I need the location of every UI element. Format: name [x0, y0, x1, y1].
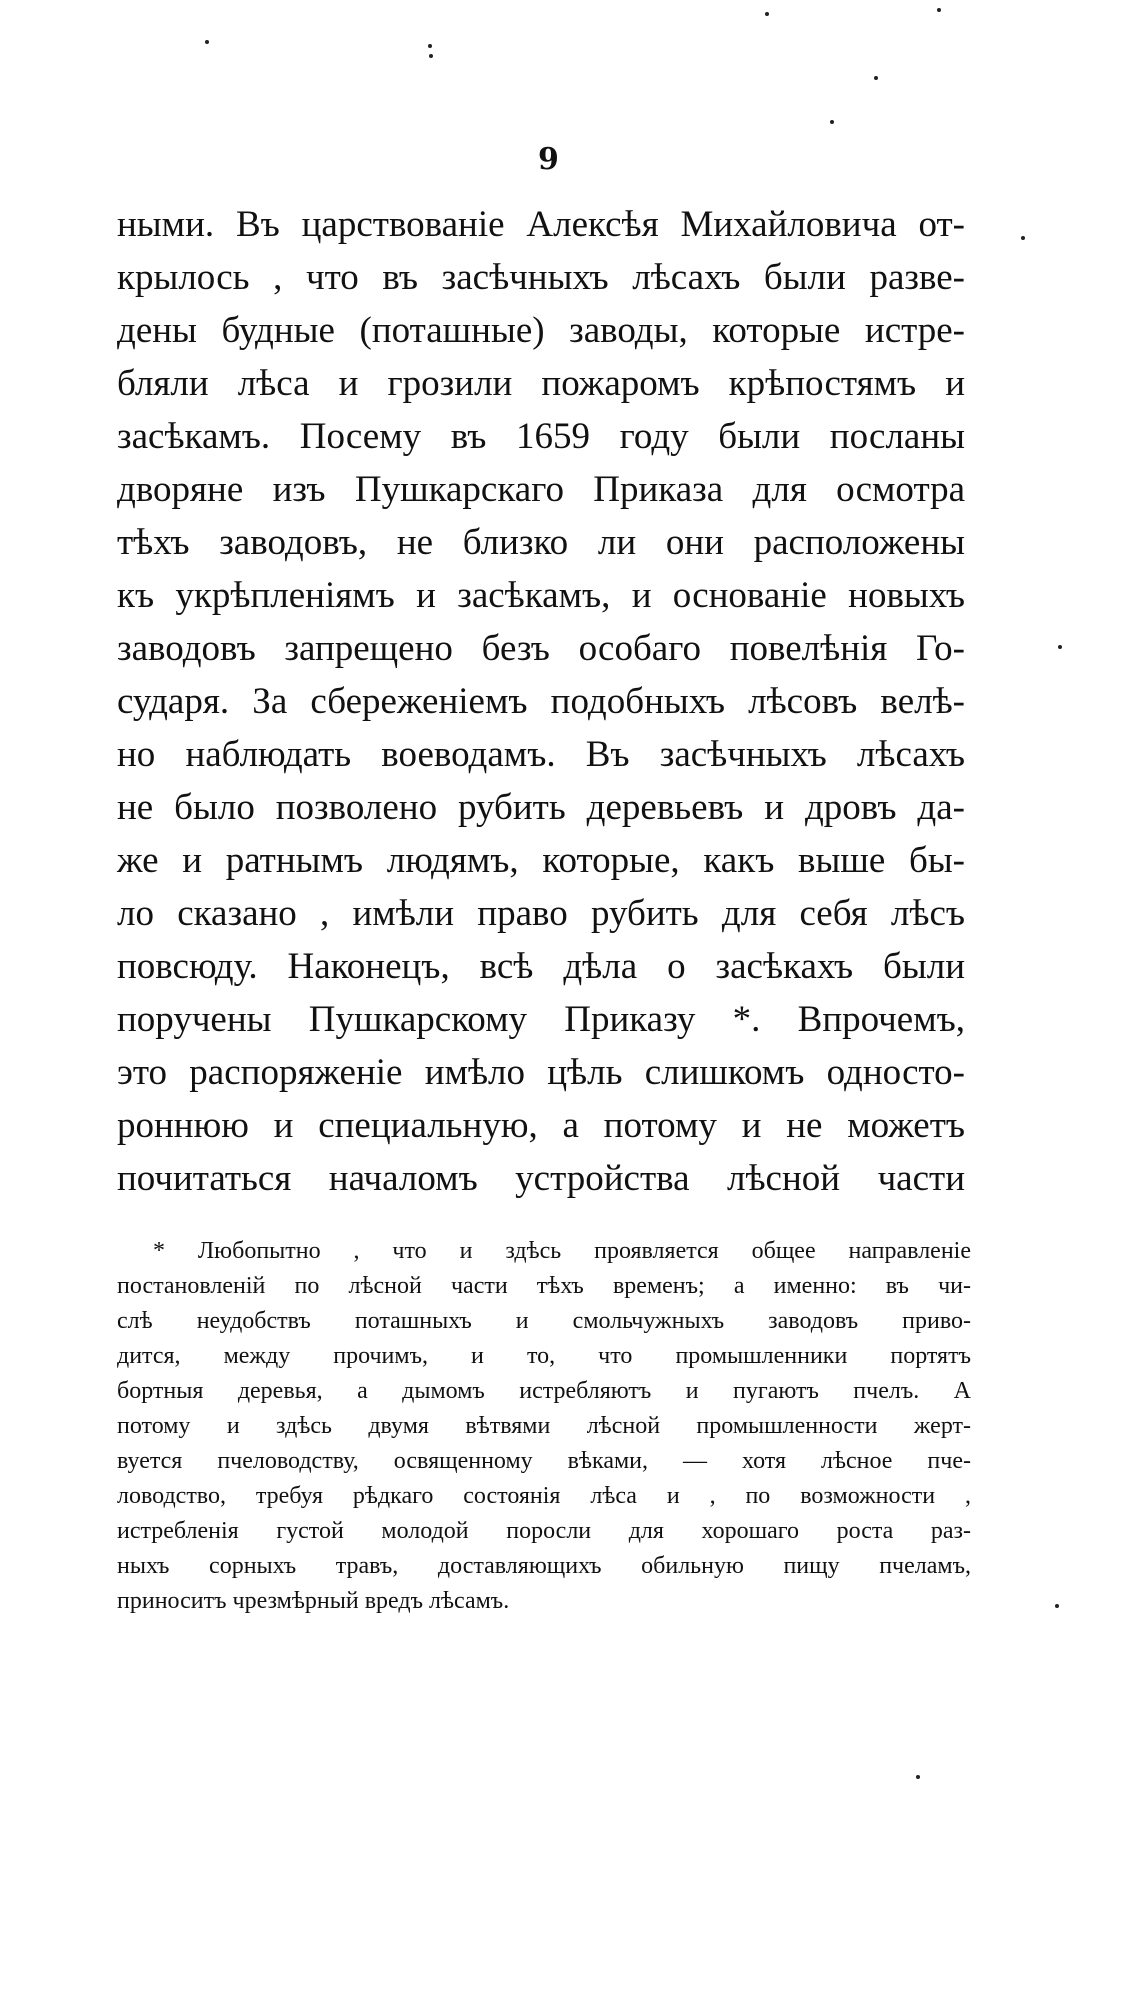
footnote-line: истребленія густой молодой поросли для хорошаго роста раз- — [117, 1518, 971, 1544]
footnote-line: ныхъ сорныхъ травъ, доставляющихъ обильную пищу пчеламъ, — [117, 1553, 971, 1579]
scan-speck — [1058, 645, 1062, 649]
body-line: ло сказано , имѣли право рубить для себя лѣсъ — [117, 893, 965, 934]
scan-speck — [1021, 236, 1025, 240]
footnote-line: ловодство, требуя рѣдкаго состоянія лѣса и , по возможности , — [117, 1483, 971, 1509]
footnote-line: приноситъ чрезмѣрный вредъ лѣсамъ. — [117, 1588, 510, 1614]
page-number: 9 — [538, 142, 559, 177]
scan-speck — [765, 12, 769, 16]
body-line: къ укрѣпленіямъ и засѣкамъ, и основаніе новыхъ — [117, 575, 965, 616]
body-line: роннюю и специальную, а потому и не можетъ — [117, 1105, 965, 1146]
scan-speck — [205, 40, 209, 44]
scan-speck — [428, 44, 432, 48]
footnote-line: * Любопытно , что и здѣсь проявляется общее направленіе — [153, 1238, 971, 1264]
scan-speck — [916, 1775, 920, 1779]
body-line: это распоряженіе имѣло цѣль слишкомъ односто- — [117, 1052, 965, 1093]
footnote-line: слѣ неудобствъ поташныхъ и смольчужныхъ заводовъ приво- — [117, 1308, 971, 1334]
body-line: же и ратнымъ людямъ, которые, какъ выше бы- — [117, 840, 965, 881]
scan-speck — [874, 76, 878, 80]
body-line: дены будные (поташные) заводы, которые истре- — [117, 310, 965, 351]
footnote-line: постановленій по лѣсной части тѣхъ временъ; а именно: въ чи- — [117, 1273, 971, 1299]
footnote-line: дится, между прочимъ, и то, что промышленники портятъ — [117, 1343, 971, 1369]
body-line: ными. Въ царствованіе Алексѣя Михайловича от- — [117, 204, 965, 245]
body-line: поручены Пушкарскому Приказу *. Впрочемъ, — [117, 999, 965, 1040]
body-line: заводовъ запрещено безъ особаго повелѣнія Го- — [117, 628, 965, 669]
footnote-line: потому и здѣсь двумя вѣтвями лѣсной промышленности жерт- — [117, 1413, 971, 1439]
body-line: но наблюдать воеводамъ. Въ засѣчныхъ лѣсахъ — [117, 734, 965, 775]
body-line: засѣкамъ. Посему въ 1659 году были посланы — [117, 416, 965, 457]
body-text — [117, 198, 965, 1205]
body-line: не было позволено рубить деревьевъ и дровъ да- — [117, 787, 965, 828]
footnote-line: бортныя деревья, а дымомъ истребляютъ и пугаютъ пчелъ. А — [117, 1378, 971, 1404]
body-line: дворяне изъ Пушкарскаго Приказа для осмотра — [117, 469, 965, 510]
footnote-line: вуется пчеловодству, освященному вѣками, — хотя лѣсное пче- — [117, 1448, 971, 1474]
body-line: сударя. За сбереженіемъ подобныхъ лѣсовъ велѣ- — [117, 681, 965, 722]
body-line: крылось , что въ засѣчныхъ лѣсахъ были разве- — [117, 257, 965, 298]
body-line: повсюду. Наконецъ, всѣ дѣла о засѣкахъ были — [117, 946, 965, 987]
scan-speck — [1055, 1604, 1059, 1608]
scan-speck — [830, 120, 834, 124]
body-line: бляли лѣса и грозили пожаромъ крѣпостямъ и — [117, 363, 965, 404]
footnote — [117, 1234, 971, 1619]
body-line: тѣхъ заводовъ, не близко ли они расположены — [117, 522, 965, 563]
scan-speck — [429, 54, 433, 58]
scan-speck — [937, 8, 941, 12]
body-line: почитаться началомъ устройства лѣсной части — [117, 1158, 965, 1199]
